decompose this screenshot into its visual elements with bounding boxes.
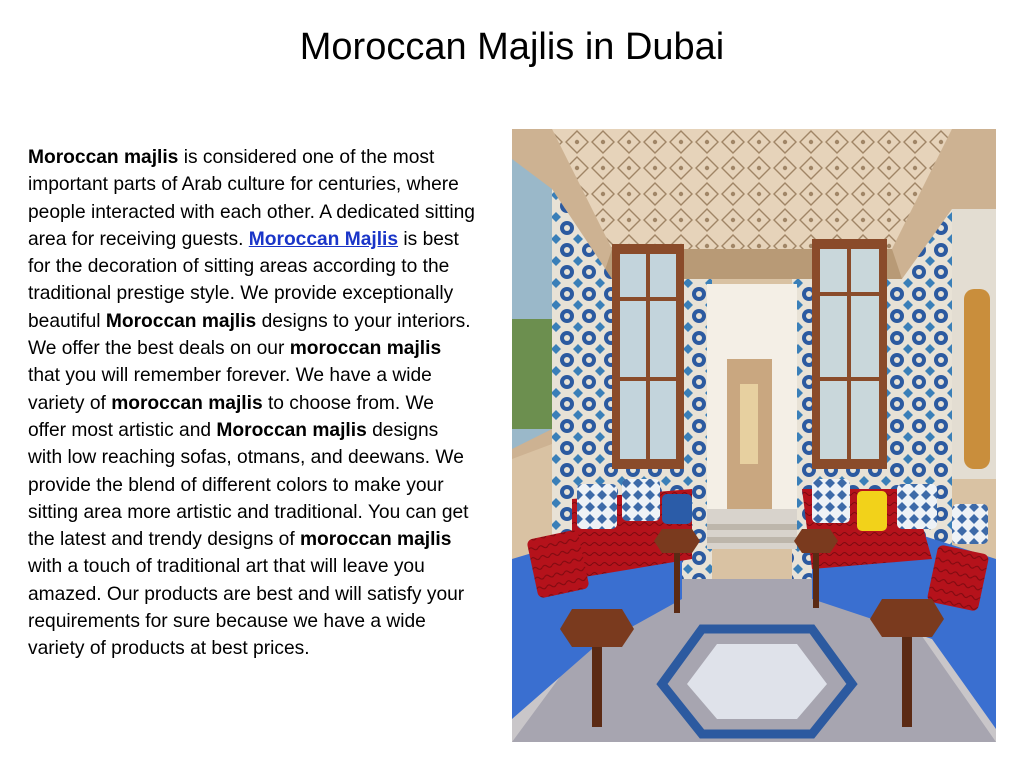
body-paragraph xyxy=(28,144,476,663)
keyword-bold: Moroccan majlis xyxy=(28,147,179,168)
text-run: that you will remember forever. We have a wide variety of xyxy=(28,365,432,414)
text-run: is best for the decoration of sitting areas according to the traditional prestige style. We provide exceptionally beautiful xyxy=(28,228,459,332)
text-run: is considered one of the most important parts of Arab culture for centuries, where people interacted with each other. A dedicated sitting area for receiving guests. xyxy=(28,147,475,250)
keyword-bold: moroccan majlis xyxy=(289,338,442,360)
majlis-interior-photo xyxy=(512,129,996,742)
keyword-bold: Moroccan majlis xyxy=(216,419,367,441)
slide-title: Moroccan Majlis in Dubai xyxy=(299,26,725,68)
text-run: designs to your interiors. We offer the best deals on our xyxy=(28,310,471,360)
moroccan-majlis-link[interactable]: Moroccan Majlis xyxy=(248,228,399,250)
text-run: with a touch of traditional art that will leave you amazed. Our products are best and will satisfy your requirements for sure because we have a wide variety of products at best prices. xyxy=(28,556,465,660)
keyword-bold: moroccan majlis xyxy=(300,529,452,551)
text-run: to choose from. We offer most artistic and xyxy=(28,392,434,441)
keyword-bold: Moroccan majlis xyxy=(105,310,257,332)
text-run: designs with low reaching sofas, otmans, and deewans. We provide the blend of different colors to make your sitting area more artistic and traditional. You can get the latest and trendy designs of xyxy=(28,419,469,551)
keyword-bold: moroccan majlis xyxy=(111,392,263,414)
